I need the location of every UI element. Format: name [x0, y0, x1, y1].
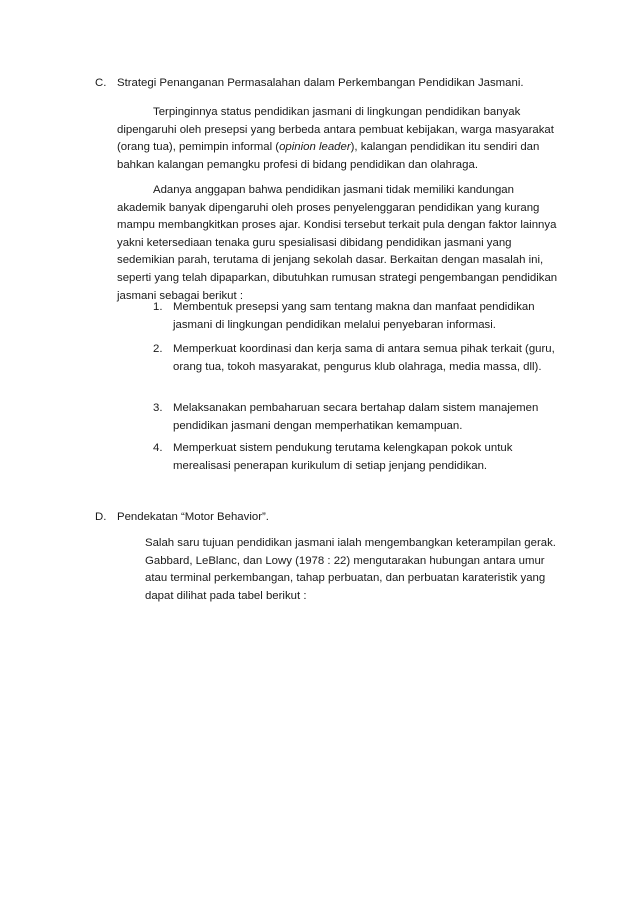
section-c-letter: C.	[95, 77, 107, 89]
list-item-text: Memperkuat koordinasi dan kerja sama di antara semua pihak terkait (guru, orang tua, tokoh masyarakat, pengurus klub olahraga, media massa, dll).	[173, 343, 555, 373]
section-d-paragraph: Salah saru tujuan pendidikan jasmani ialah mengembangkan keterampilan gerak. Gabbard, LeBlanc, dan Lowy (1978 : 22) mengutarakan hubungan antara umur atau terminal perkembangan, tahap perbuatan, dan perbuatan karateristik yang dapat dilihat pada tabel berikut :	[145, 537, 556, 602]
section-d-title: Pendekatan “Motor Behavior”.	[117, 511, 269, 523]
strategy-list	[95, 299, 565, 334]
strategy-list-wrap-3	[95, 400, 565, 435]
list-item	[95, 440, 565, 475]
strategy-list-2	[95, 341, 565, 376]
list-item-number: 1.	[153, 301, 163, 313]
strategy-list-3	[95, 400, 565, 435]
list-item	[95, 400, 565, 435]
section-d-paragraph-wrap	[95, 535, 565, 605]
paragraph-1-text-before: Terpinginnya status pendidikan jasmani di lingkungan pendidikan banyak dipengaruhi oleh presepsi yang berbeda antara pembuat kebijakan, warga masyarakat (orang tua), pemimpin informal (	[117, 106, 554, 154]
list-item-text: Melaksanakan pembaharuan secara bertahap dalam sistem manajemen pendidikan jasmani dengan memperhatikan kemampuan.	[173, 402, 539, 432]
list-item-number: 2.	[153, 343, 163, 355]
list-item	[95, 299, 565, 334]
section-c	[95, 75, 565, 93]
list-item-text: Memperkuat sistem pendukung terutama kelengkapan pokok untuk merealisasi penerapan kurikulum di setiap jenjang pendidikan.	[173, 442, 513, 472]
list-item	[95, 341, 565, 376]
section-c-paragraph-1	[95, 104, 565, 174]
strategy-list-4	[95, 440, 565, 475]
list-item-number: 3.	[153, 402, 163, 414]
section-c-paragraph-2-wrap	[95, 182, 565, 305]
strategy-list-wrap-4	[95, 440, 565, 475]
paragraph-1-italic-term: opinion leader	[279, 141, 351, 154]
list-item-text: Membentuk presepsi yang sam tentang makna dan manfaat pendidikan jasmani di lingkungan pendidikan melalui penyebaran informasi.	[173, 301, 535, 331]
section-d	[95, 509, 565, 527]
section-c-title: Strategi Penanganan Permasalahan dalam Perkembangan Pendidikan Jasmani.	[117, 77, 524, 89]
paragraph-1-text-after: ), kalangan pendidikan itu sendiri dan bahkan kalangan pemangku profesi di bidang pendidikan dan olahraga.	[117, 141, 540, 171]
section-d-letter: D.	[95, 511, 107, 523]
section-c-paragraph-2	[95, 182, 565, 305]
strategy-list-wrap	[95, 299, 565, 334]
section-c-heading	[95, 75, 565, 93]
section-c-paragraph-1-wrap	[95, 104, 565, 174]
paragraph-2-text: Adanya anggapan bahwa pendidikan jasmani tidak memiliki kandungan akademik banyak dipengaruhi oleh proses penyelenggaran pendidikan yang kurang mampu membangkitkan proses ajar. Kondisi tersebut terkait pula dengan faktor lainnya yakni ketersediaan tenaka guru spesialisasi dibidang pendidikan jasmani yang sedemikian parah, terutama di jenjang sekolah dasar. Berkaitan dengan masalah ini, seperti yang telah dipaparkan, dibutuhkan rumusan strategi pengembangan pendidikan jasmani sebagai berikut :	[117, 184, 558, 302]
section-d-heading	[95, 509, 565, 527]
strategy-list-wrap-2	[95, 341, 565, 376]
list-item-number: 4.	[153, 442, 163, 454]
